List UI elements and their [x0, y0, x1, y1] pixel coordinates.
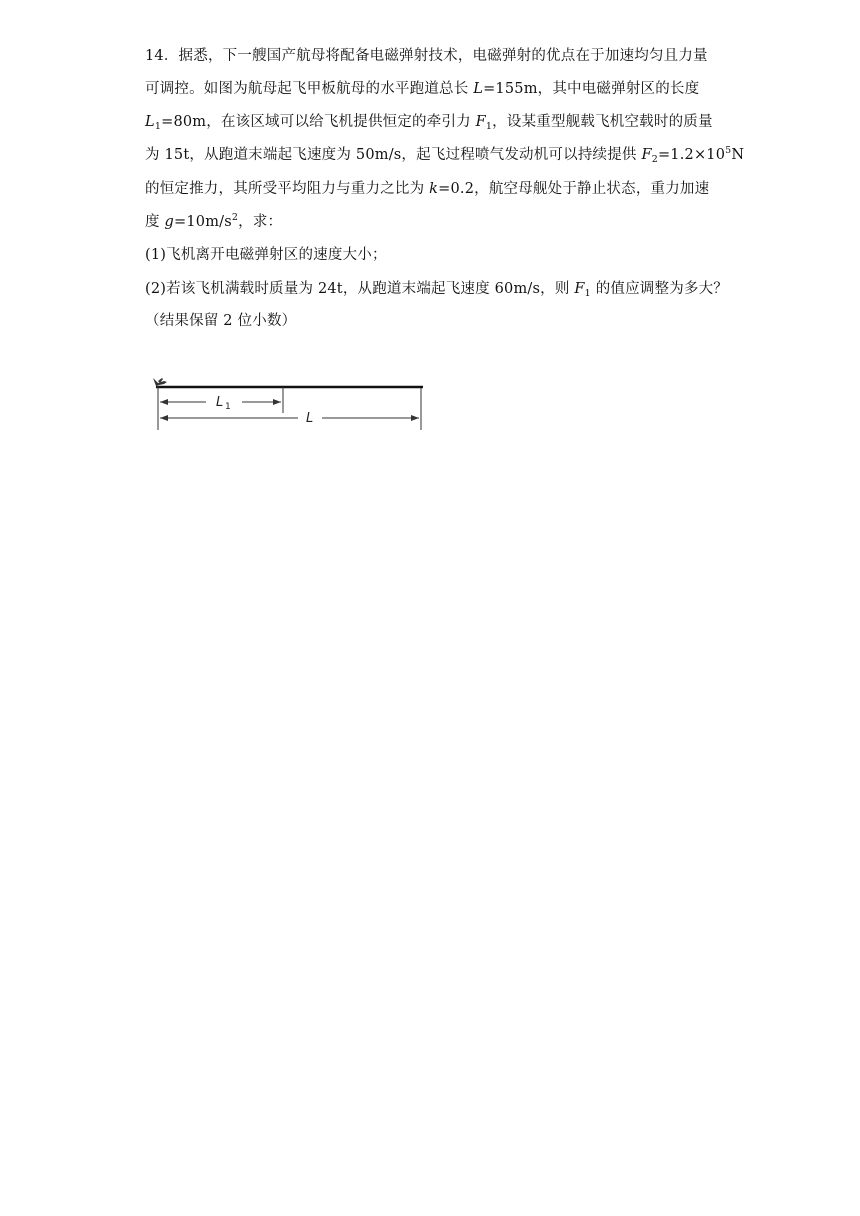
question-line-4 [145, 145, 744, 165]
question-note [145, 311, 296, 331]
variable-L: L [473, 81, 484, 97]
l1-label-subscript: 1 [225, 402, 231, 412]
variable-F1: F [574, 281, 585, 297]
question-part-2 [145, 279, 728, 299]
question-text: N [731, 147, 745, 163]
question-text: =0.2，航空母舰处于静止状态，重力加速 [438, 181, 710, 197]
question-line-2 [145, 79, 699, 99]
question-text: 为 15t，从跑道末端起飞速度为 50m/s，起飞过程喷气发动机可以持续提供 [145, 147, 642, 163]
runway-diagram [150, 372, 435, 434]
question-text: （结果保留 2 位小数） [145, 313, 297, 329]
question-text: =1.2×10 [657, 147, 726, 163]
subscript: 1 [154, 121, 162, 132]
subscript: 2 [651, 154, 658, 165]
question-line-3 [145, 112, 713, 132]
question-line-5 [145, 179, 709, 199]
l-dimension-arrow [160, 415, 419, 421]
superscript: 5 [725, 145, 732, 156]
subscript: 1 [584, 288, 591, 299]
l-label: L [306, 411, 314, 426]
question-text: ，求： [238, 214, 283, 230]
question-text: 可调控。如图为航母起飞甲板航母的水平跑道总长 [145, 81, 474, 97]
l1-label: L [216, 395, 224, 410]
question-text: 14．据悉，下一艘国产航母将配备电磁弹射技术，电磁弹射的优点在于加速均匀且力量 [145, 48, 708, 64]
question-line-6 [145, 212, 282, 232]
variable-k: k [429, 181, 439, 197]
question-text: =80m，在该区域可以给飞机提供恒定的牵引力 [161, 114, 476, 130]
question-line-1 [145, 46, 708, 66]
question-text: (1)飞机离开电磁弹射区的速度大小； [145, 247, 387, 263]
question-text: =10m/s [174, 214, 232, 230]
variable-F1: F [475, 114, 486, 130]
variable-g: g [164, 214, 174, 230]
superscript: 2 [231, 212, 239, 223]
subscript: 1 [485, 121, 493, 132]
variable-F2: F [641, 147, 652, 163]
question-text: ，设某重型舰载飞机空载时的质量 [492, 114, 713, 130]
question-text: =155m，其中电磁弹射区的长度 [483, 81, 700, 97]
question-text: 度 [145, 214, 165, 230]
question-text: (2)若该飞机满载时质量为 24t，从跑道末端起飞速度 60m/s，则 [145, 281, 575, 297]
question-text: 的恒定推力，其所受平均阻力与重力之比为 [145, 181, 430, 197]
variable-L1: L [145, 114, 155, 130]
runway-figure [150, 372, 435, 434]
question-part-1 [145, 245, 387, 265]
airplane-icon [153, 378, 167, 386]
question-text: 的值应调整为多大？ [590, 281, 728, 297]
